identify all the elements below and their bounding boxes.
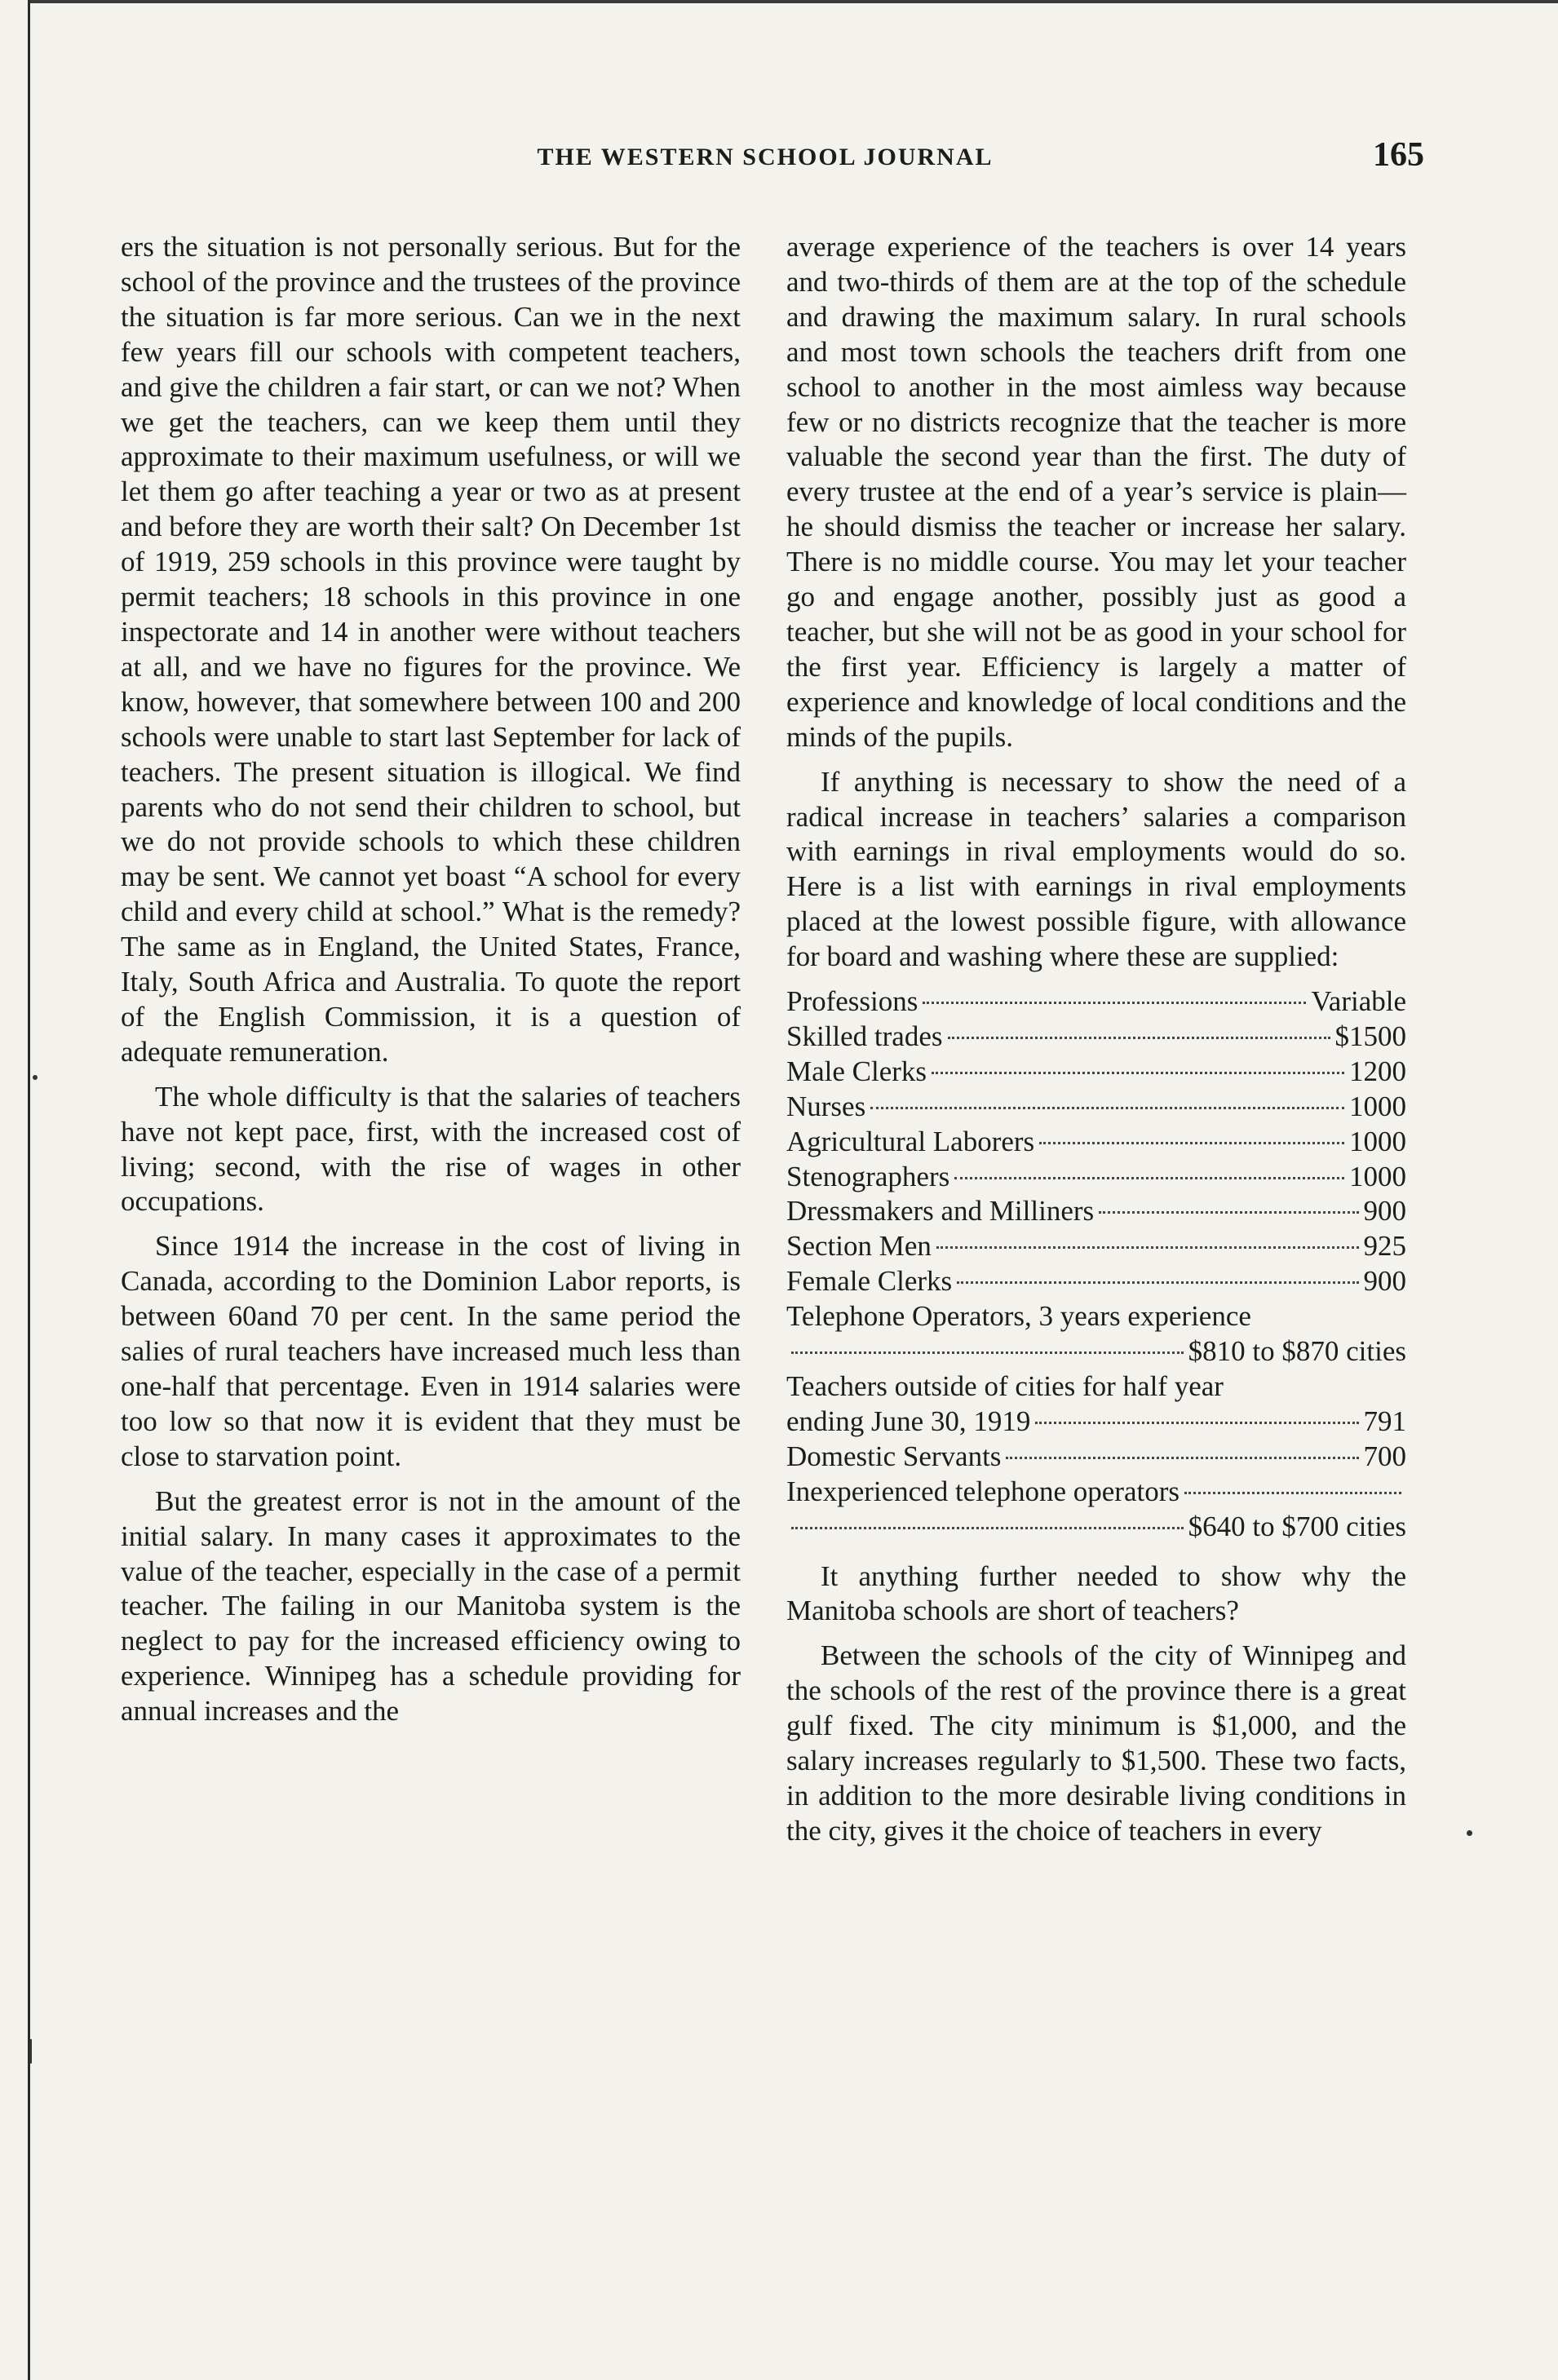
- teachers-outside-label-row: [786, 1369, 1406, 1405]
- page-left-edge: [28, 0, 30, 2380]
- leader-dots: [936, 1246, 1359, 1249]
- earnings-row: [786, 1125, 1406, 1160]
- earnings-value: 1000: [1349, 1125, 1406, 1157]
- leader-dots: [932, 1072, 1344, 1074]
- earnings-value: 1000: [1349, 1160, 1406, 1192]
- teachers-outside-value-row: [786, 1405, 1406, 1440]
- leader-dots: [791, 1527, 1184, 1529]
- earnings-row: [786, 1020, 1406, 1055]
- page-number: 165: [1373, 136, 1424, 174]
- earnings-list: [786, 984, 1406, 1545]
- earnings-label: Professions: [786, 985, 918, 1018]
- telephone-operators-value: $810 to $870 cities: [1188, 1335, 1406, 1368]
- earnings-row: [786, 1090, 1406, 1125]
- domestic-servants-value: 700: [1363, 1440, 1406, 1472]
- earnings-value: Variable: [1311, 985, 1406, 1018]
- earnings-row: [786, 984, 1406, 1020]
- earnings-value: $1500: [1334, 1020, 1406, 1052]
- right-paragraph-3: It anything further needed to show why the Manitoba schools are short of teachers?: [786, 1559, 1406, 1627]
- earnings-value: 1000: [1349, 1090, 1406, 1122]
- earnings-value: 900: [1363, 1265, 1406, 1298]
- earnings-row: [786, 1229, 1406, 1264]
- leader-dots: [1099, 1211, 1358, 1214]
- leader-dots: [954, 1177, 1344, 1179]
- inexperienced-operators-value-row: [786, 1510, 1406, 1545]
- leader-dots: [957, 1281, 1358, 1284]
- stray-ink-mark: [29, 2039, 32, 2064]
- left-paragraph-2: The whole difficulty is that the salaries of teachers have not kept pace, first, with the increased cost of living; second, with the rise of wages in other occupations.: [121, 1080, 741, 1218]
- left-paragraph-4: But the greatest error is not in the amount of the initial salary. In many cases it approximates to the value of the teacher, especially in the case of a permit teacher. The failing in our Manitoba system is the neglect to pay for the increased efficiency owing to experience. Winnipeg has a schedule providing for annual increases and the: [121, 1484, 741, 1727]
- telephone-operators-label-row: [786, 1299, 1406, 1334]
- leader-dots: [791, 1351, 1184, 1354]
- leader-dots: [870, 1107, 1344, 1109]
- left-paragraph-1: ers the situation is not personally serious. But for the school of the province and the trustees of the province the situation is far more serious. Can we in the next few years fill our schools with competent teachers, and give the children a fair start, or can we not? When we get the teachers, can we keep them until they approximate to their maximum usefulness, or will we let them go after teaching a year or two as at present and before they are worth their salt? On December 1st of 1919, 259 schools in this province were taught by permit teachers; 18 schools in this province in one inspectorate and 14 in another were without teachers at all, and we have no figures for the province. We know, however, that somewhere between 100 and 200 schools were unable to start last September for lack of teachers. The present situation is illogical. We find parents who do not send their children to school, but we do not provide schools to which these children may be sent. We cannot yet boast “A school for every child and every child at school.” What is the remedy? The same as in England, the United States, France, Italy, South Africa and Australia. To quote the report of the English Commission, it is a question of adequate remuneration.: [121, 231, 741, 1068]
- leader-dots: [1035, 1422, 1358, 1424]
- leader-dots: [948, 1037, 1330, 1039]
- earnings-row: [786, 1055, 1406, 1090]
- leader-dots: [1006, 1457, 1358, 1459]
- inexperienced-operators-value: $640 to $700 cities: [1188, 1510, 1406, 1542]
- right-paragraph-1: average experience of the teachers is over 14 years and two-thirds of them are at the top of the schedule and drawing the maximum salary. In rural schools and most town schools the teachers drift from one school to another in the most aimless way because few or no districts recognize that the teacher is more valuable the second year than the first. The duty of every trustee at the end of a year’s service is plain—he should dismiss the teacher or increase her salary. There is no middle course. You may let your teacher go and engage another, possibly just as good a teacher, but she will not be as good in your school for the first year. Efficiency is largely a matter of experience and knowledge of local conditions and the minds of the pupils.: [786, 231, 1406, 753]
- teachers-outside-label: Teachers outside of cities for half year: [786, 1370, 1224, 1402]
- earnings-value: 1200: [1349, 1055, 1406, 1087]
- inexperienced-operators-label-row: [786, 1475, 1406, 1510]
- right-paragraph-4: Between the schools of the city of Winnipeg and the schools of the rest of the province there is a great gulf fixed. The city minimum is $1,000, and the salary increases regularly to $1,500. These two facts, in addition to the more desirable living conditions in the city, gives it the choice of teachers in every: [786, 1639, 1406, 1847]
- earnings-label: Skilled trades: [786, 1020, 943, 1052]
- earnings-label: Section Men: [786, 1230, 932, 1263]
- page-top-edge: [28, 0, 1558, 3]
- right-column: [786, 230, 1406, 1849]
- stray-ink-mark: [1467, 1830, 1472, 1836]
- domestic-servants-label: Domestic Servants: [786, 1440, 1002, 1472]
- leader-dots: [923, 1002, 1306, 1004]
- right-paragraph-2: If anything is necessary to show the need of a radical increase in teachers’ salaries a comparison with earnings in rival employments would do so. Here is a list with earnings in rival employments placed at the lowest possible figure, with allowance for board and washing where these are supplied:: [786, 765, 1406, 973]
- teachers-outside-value: 791: [1363, 1405, 1406, 1437]
- earnings-label: Female Clerks: [786, 1265, 953, 1298]
- leader-dots: [1039, 1142, 1344, 1144]
- stray-ink-mark: [33, 1075, 38, 1080]
- earnings-row: [786, 1264, 1406, 1299]
- inexperienced-operators-label: Inexperienced telephone operators: [786, 1475, 1180, 1507]
- earnings-label: Agricultural Laborers: [786, 1125, 1035, 1157]
- telephone-operators-label: Telephone Operators, 3 years experience: [786, 1300, 1251, 1333]
- left-column: [121, 230, 741, 1729]
- telephone-operators-value-row: [786, 1334, 1406, 1369]
- earnings-label: Nurses: [786, 1090, 866, 1122]
- teachers-outside-date: ending June 30, 1919: [786, 1405, 1031, 1437]
- earnings-label: Male Clerks: [786, 1055, 927, 1087]
- earnings-label: Stenographers: [786, 1160, 950, 1192]
- earnings-label: Dressmakers and Milliners: [786, 1195, 1095, 1228]
- earnings-value: 925: [1363, 1230, 1406, 1263]
- earnings-value: 900: [1363, 1195, 1406, 1228]
- earnings-row: [786, 1160, 1406, 1195]
- left-paragraph-3: Since 1914 the increase in the cost of living in Canada, according to the Dominion Labor reports, is between 60and 70 per cent. In the same period the salies of rural teachers have increased much less than one-half that percentage. Even in 1914 salaries were too low so that now it is evident that they must be close to starvation point.: [121, 1230, 741, 1472]
- leader-dots: [1184, 1492, 1401, 1494]
- journal-title: THE WESTERN SCHOOL JOURNAL: [537, 144, 994, 170]
- domestic-servants-row: [786, 1440, 1406, 1475]
- earnings-row: [786, 1194, 1406, 1229]
